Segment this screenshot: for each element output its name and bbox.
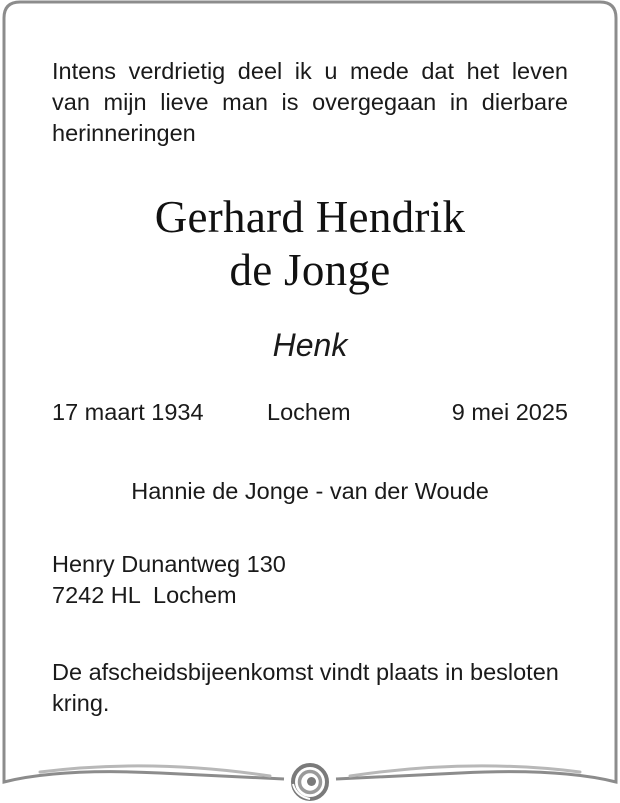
intro-line-1: Intens verdrietig deel ik u mede dat het leven [52, 58, 568, 84]
address-block [52, 549, 286, 611]
partner-name: Hannie de Jonge - van der Woude [131, 478, 489, 504]
deceased-name-line-1: Gerhard Hendrik [154, 192, 466, 242]
closing-text [52, 657, 568, 719]
intro-line-2: van mijn lieve man is overgegaan in dierbare [52, 89, 568, 115]
closing-line-1: De afscheidsbijeenkomst vindt plaats in besloten [52, 659, 559, 685]
birth-date: 17 maart 1934 [52, 399, 204, 425]
place-name: Lochem [267, 399, 351, 425]
address-postal-city: 7242 HL Lochem [52, 582, 237, 608]
intro-line-3: herinneringen [52, 120, 196, 146]
address-street: Henry Dunantweg 130 [52, 551, 286, 577]
rose-emblem-icon [289, 761, 331, 803]
deceased-name-line-2: de Jonge [229, 245, 391, 295]
intro-text [52, 56, 568, 149]
closing-line-2: kring. [52, 690, 110, 716]
life-dates-row [52, 396, 568, 428]
nickname: Henk [272, 327, 348, 363]
death-date: 9 mei 2025 [451, 399, 568, 425]
